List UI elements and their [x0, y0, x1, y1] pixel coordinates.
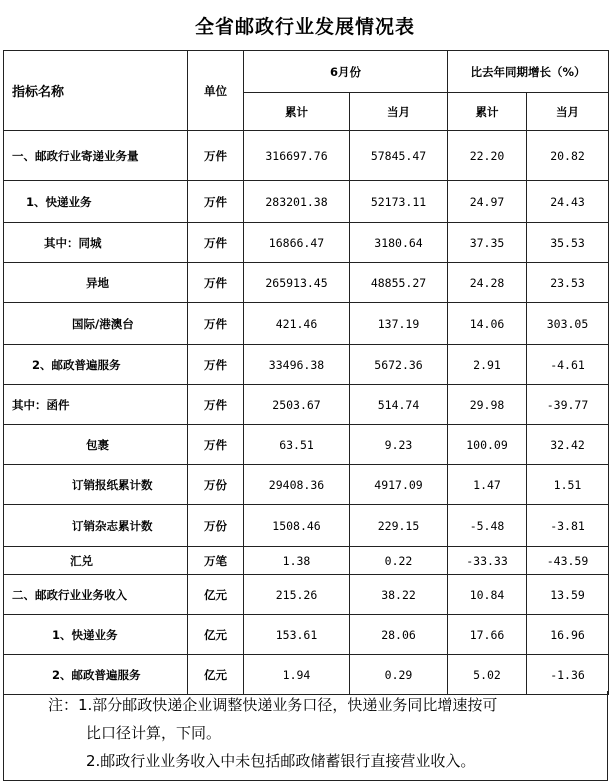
row-yoy-cumulative: 5.02: [448, 655, 527, 695]
table-row: [4, 575, 609, 615]
row-unit: 万件: [188, 263, 244, 303]
row-unit: 万件: [188, 425, 244, 465]
header-yoy-current-month: 当月: [527, 93, 609, 131]
table-row: [4, 505, 609, 547]
row-current-month: 28.06: [350, 615, 448, 655]
row-current-month: 3180.64: [350, 223, 448, 263]
row-yoy-cumulative: 29.98: [448, 385, 527, 425]
footnote: [3, 691, 608, 781]
row-name: 异地: [4, 263, 188, 303]
header-current-month: 当月: [350, 93, 448, 131]
row-yoy-current-month: 24.43: [527, 181, 609, 223]
table-row: [4, 425, 609, 465]
statistics-table: [3, 50, 609, 695]
row-name: 国际/港澳台: [4, 303, 188, 345]
row-name: 2、邮政普遍服务: [4, 345, 188, 385]
table-row: [4, 303, 609, 345]
row-unit: 万份: [188, 505, 244, 547]
table-row: [4, 385, 609, 425]
row-name: 1、快递业务: [4, 181, 188, 223]
header-cumulative: 累计: [244, 93, 350, 131]
row-name: 订销杂志累计数: [4, 505, 188, 547]
row-yoy-cumulative: 10.84: [448, 575, 527, 615]
table-row: [4, 263, 609, 303]
row-yoy-cumulative: 14.06: [448, 303, 527, 345]
row-current-month: 0.29: [350, 655, 448, 695]
table-row: [4, 465, 609, 505]
row-yoy-current-month: 16.96: [527, 615, 609, 655]
row-yoy-cumulative: 100.09: [448, 425, 527, 465]
row-name: 其中：函件: [4, 385, 188, 425]
row-yoy-current-month: -1.36: [527, 655, 609, 695]
row-yoy-current-month: 32.42: [527, 425, 609, 465]
row-name: 汇兑: [4, 547, 188, 575]
row-name: 一、邮政行业寄递业务量: [4, 131, 188, 181]
row-yoy-cumulative: 1.47: [448, 465, 527, 505]
row-cumulative: 153.61: [244, 615, 350, 655]
row-yoy-cumulative: 37.35: [448, 223, 527, 263]
note-line-2: 比口径计算，下同。: [86, 724, 222, 742]
row-unit: 万件: [188, 303, 244, 345]
row-yoy-current-month: -4.61: [527, 345, 609, 385]
header-unit: 单位: [188, 51, 244, 131]
header-indicator: 指标名称: [4, 51, 188, 131]
row-unit: 亿元: [188, 575, 244, 615]
row-current-month: 38.22: [350, 575, 448, 615]
row-unit: 万件: [188, 345, 244, 385]
row-yoy-current-month: -43.59: [527, 547, 609, 575]
header-yoy-cumulative: 累计: [448, 93, 527, 131]
row-current-month: 48855.27: [350, 263, 448, 303]
note-line-3: 2.邮政行业业务收入中未包括邮政储蓄银行直接营业收入。: [86, 752, 476, 770]
row-yoy-current-month: 13.59: [527, 575, 609, 615]
row-current-month: 52173.11: [350, 181, 448, 223]
row-current-month: 9.23: [350, 425, 448, 465]
row-unit: 万件: [188, 385, 244, 425]
table-row: [4, 223, 609, 263]
row-cumulative: 421.46: [244, 303, 350, 345]
row-cumulative: 1.38: [244, 547, 350, 575]
row-current-month: 0.22: [350, 547, 448, 575]
row-unit: 亿元: [188, 655, 244, 695]
row-yoy-current-month: 303.05: [527, 303, 609, 345]
row-yoy-current-month: 1.51: [527, 465, 609, 505]
row-current-month: 229.15: [350, 505, 448, 547]
row-unit: 万件: [188, 181, 244, 223]
row-cumulative: 316697.76: [244, 131, 350, 181]
row-name: 二、邮政行业业务收入: [4, 575, 188, 615]
row-unit: 亿元: [188, 615, 244, 655]
row-yoy-current-month: -3.81: [527, 505, 609, 547]
table-row: [4, 655, 609, 695]
row-yoy-cumulative: 2.91: [448, 345, 527, 385]
row-current-month: 137.19: [350, 303, 448, 345]
row-unit: 万件: [188, 131, 244, 181]
row-cumulative: 16866.47: [244, 223, 350, 263]
row-cumulative: 265913.45: [244, 263, 350, 303]
row-yoy-cumulative: -33.33: [448, 547, 527, 575]
row-unit: 万份: [188, 465, 244, 505]
note-line-1: 注：1.部分邮政快递企业调整快递业务口径，快递业务同比增速按可: [48, 696, 498, 714]
table-row: [4, 131, 609, 181]
row-cumulative: 215.26: [244, 575, 350, 615]
row-yoy-cumulative: 22.20: [448, 131, 527, 181]
table-row: [4, 181, 609, 223]
row-yoy-cumulative: 24.28: [448, 263, 527, 303]
row-cumulative: 2503.67: [244, 385, 350, 425]
table-row: [4, 615, 609, 655]
row-name: 订销报纸累计数: [4, 465, 188, 505]
row-cumulative: 283201.38: [244, 181, 350, 223]
row-cumulative: 63.51: [244, 425, 350, 465]
row-name: 1、快递业务: [4, 615, 188, 655]
row-cumulative: 1508.46: [244, 505, 350, 547]
row-cumulative: 29408.36: [244, 465, 350, 505]
row-unit: 万笔: [188, 547, 244, 575]
row-name: 其中：同城: [4, 223, 188, 263]
row-name: 包裹: [4, 425, 188, 465]
row-unit: 万件: [188, 223, 244, 263]
page-title: 全省邮政行业发展情况表: [194, 16, 415, 38]
row-yoy-current-month: 20.82: [527, 131, 609, 181]
row-yoy-cumulative: 17.66: [448, 615, 527, 655]
row-yoy-current-month: 35.53: [527, 223, 609, 263]
row-yoy-cumulative: 24.97: [448, 181, 527, 223]
header-june: 6月份: [244, 51, 448, 93]
row-name: 2、邮政普遍服务: [4, 655, 188, 695]
row-current-month: 57845.47: [350, 131, 448, 181]
row-current-month: 5672.36: [350, 345, 448, 385]
row-current-month: 514.74: [350, 385, 448, 425]
row-yoy-current-month: -39.77: [527, 385, 609, 425]
table-row: [4, 345, 609, 385]
row-cumulative: 1.94: [244, 655, 350, 695]
row-yoy-current-month: 23.53: [527, 263, 609, 303]
row-yoy-cumulative: -5.48: [448, 505, 527, 547]
table-row: [4, 547, 609, 575]
header-yoy: 比去年同期增长（%）: [448, 51, 609, 93]
row-current-month: 4917.09: [350, 465, 448, 505]
row-cumulative: 33496.38: [244, 345, 350, 385]
